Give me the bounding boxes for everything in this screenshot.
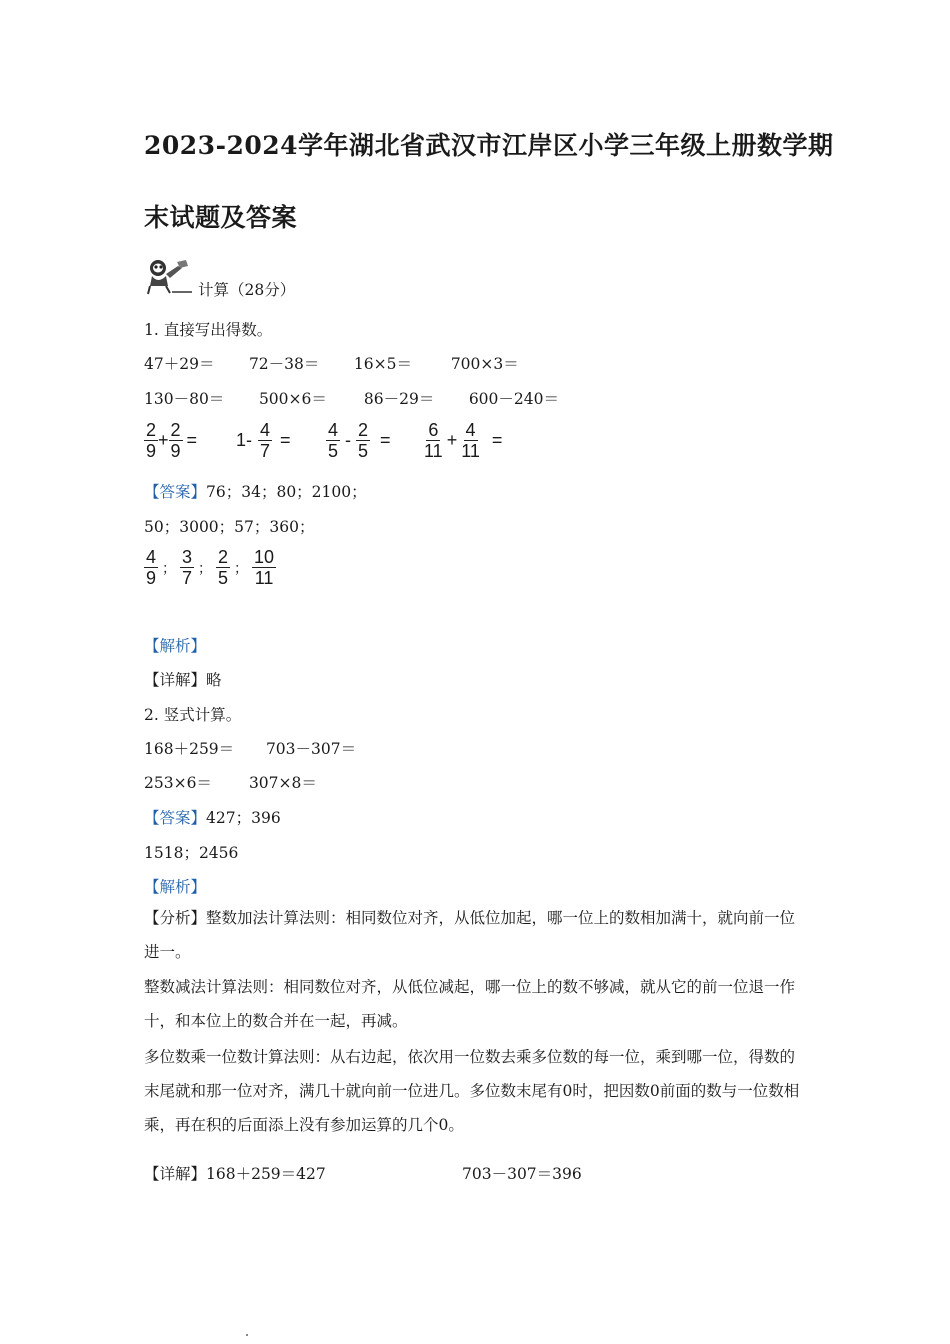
answer-tag: 【答案】: [144, 809, 207, 827]
q1-item: 700×3＝: [450, 355, 519, 373]
fraction: $\frac{4}{5}$: [328, 420, 339, 461]
q1-row-1: [144, 352, 519, 374]
q1-item: 72－38＝: [248, 355, 320, 373]
doc-title-line-2: 末试题及答案: [144, 203, 298, 232]
answer-text: 76；34；80；2100；: [206, 483, 367, 501]
q1-item: 86－29＝: [363, 390, 435, 408]
q2-analysis-para-2: 整数减法计算法则：相同数位对齐，从低位减起，哪一位上的数不够减，就从它的前一位退一作十，和本位上的数合并在一起，再减。: [144, 978, 796, 1030]
q1-analysis-tag: 【解析】: [144, 637, 207, 655]
q2-row-1: [144, 737, 356, 759]
doc-title-line-1: 2023-2024学年湖北省武汉市江岸区小学三年级上册数学期: [144, 131, 834, 160]
q1-row-2: [144, 387, 559, 409]
q2-analysis-para-1: 【分析】整数加法计算法则：相同数位对齐，从低位加起，哪一位上的数相加满十，就向前一位进一。: [144, 909, 796, 961]
q2-answer: [144, 806, 281, 828]
q1-answer-line-2: 50；3000；57；360；: [144, 518, 315, 536]
operator: -: [345, 430, 352, 450]
fraction: $\frac{2}{9}$: [146, 420, 157, 461]
q2-item: 307×8＝: [248, 774, 317, 792]
q2-row-2: [144, 771, 317, 793]
separator: ；: [162, 559, 177, 576]
q1-answer: [144, 480, 367, 502]
separator: ；: [198, 559, 213, 576]
answer-tag: 【答案】: [144, 483, 207, 501]
operator: +: [446, 430, 458, 450]
equals: =: [280, 430, 291, 450]
separator: ；: [234, 559, 249, 576]
q2-analysis-para-3: 多位数乘一位数计算法则：从右边起，依次用一位数去乘多位数的每一位，乘到哪一位，得数的末尾就和那一位对齐，满几十就向前一位进几。多位数末尾有0时，把因数0前面的数与一位数相乘，再在积的后面添上没有参加运算的几个0。: [144, 1048, 800, 1134]
q1-item: 47＋29＝: [144, 355, 215, 373]
fraction: $\frac{4}{7}$: [260, 420, 271, 461]
q1-fraction-item: [326, 420, 391, 461]
q1-fraction-item: [236, 420, 291, 461]
q1-item: 500×6＝: [258, 390, 327, 408]
equals: =: [491, 430, 503, 450]
fraction: $\frac{4}{11}$: [461, 420, 480, 461]
q1-item: 16×5＝: [353, 355, 412, 373]
q1-item: 600－240＝: [468, 390, 559, 408]
fraction: $\frac{10}{11}$: [254, 547, 275, 588]
reading-figure-icon: [144, 256, 192, 296]
fraction: $\frac{2}{9}$: [170, 420, 181, 461]
footer-dot: [246, 1334, 248, 1336]
answer-text: 427；396: [206, 809, 281, 827]
q2-analysis-tag: 【解析】: [144, 878, 207, 896]
q1-heading: 1. 直接写出得数。: [144, 321, 273, 339]
q2-heading: 2. 竖式计算。: [144, 706, 242, 724]
section-heading: 计算（28分）: [198, 281, 296, 299]
fraction: $\frac{3}{7}$: [182, 547, 193, 588]
q2-item: 253×6＝: [144, 774, 212, 792]
equals: =: [380, 430, 391, 450]
fraction: $\frac{2}{5}$: [358, 420, 369, 461]
q1-fraction-item: [144, 420, 197, 461]
q1-item: 130－80＝: [144, 390, 225, 408]
q1-detail: 【详解】略: [144, 671, 222, 689]
q1-answer-fractions: [144, 547, 276, 588]
q1-fraction-item: [422, 420, 502, 461]
q2-detail-right: 703－307＝396: [462, 1165, 582, 1183]
fraction: $\frac{4}{9}$: [146, 547, 157, 588]
q2-item: 703－307＝: [265, 740, 357, 758]
equals: =: [186, 430, 198, 450]
operator: 1-: [236, 430, 253, 450]
q2-item: 168＋259＝: [144, 740, 235, 758]
q2-answer-line-2: 1518；2456: [144, 844, 239, 862]
operator: +: [158, 430, 169, 450]
q2-detail-left: 【详解】168＋259＝427: [144, 1165, 326, 1183]
fraction: $\frac{2}{5}$: [218, 547, 229, 588]
fraction: $\frac{6}{11}$: [424, 420, 443, 461]
